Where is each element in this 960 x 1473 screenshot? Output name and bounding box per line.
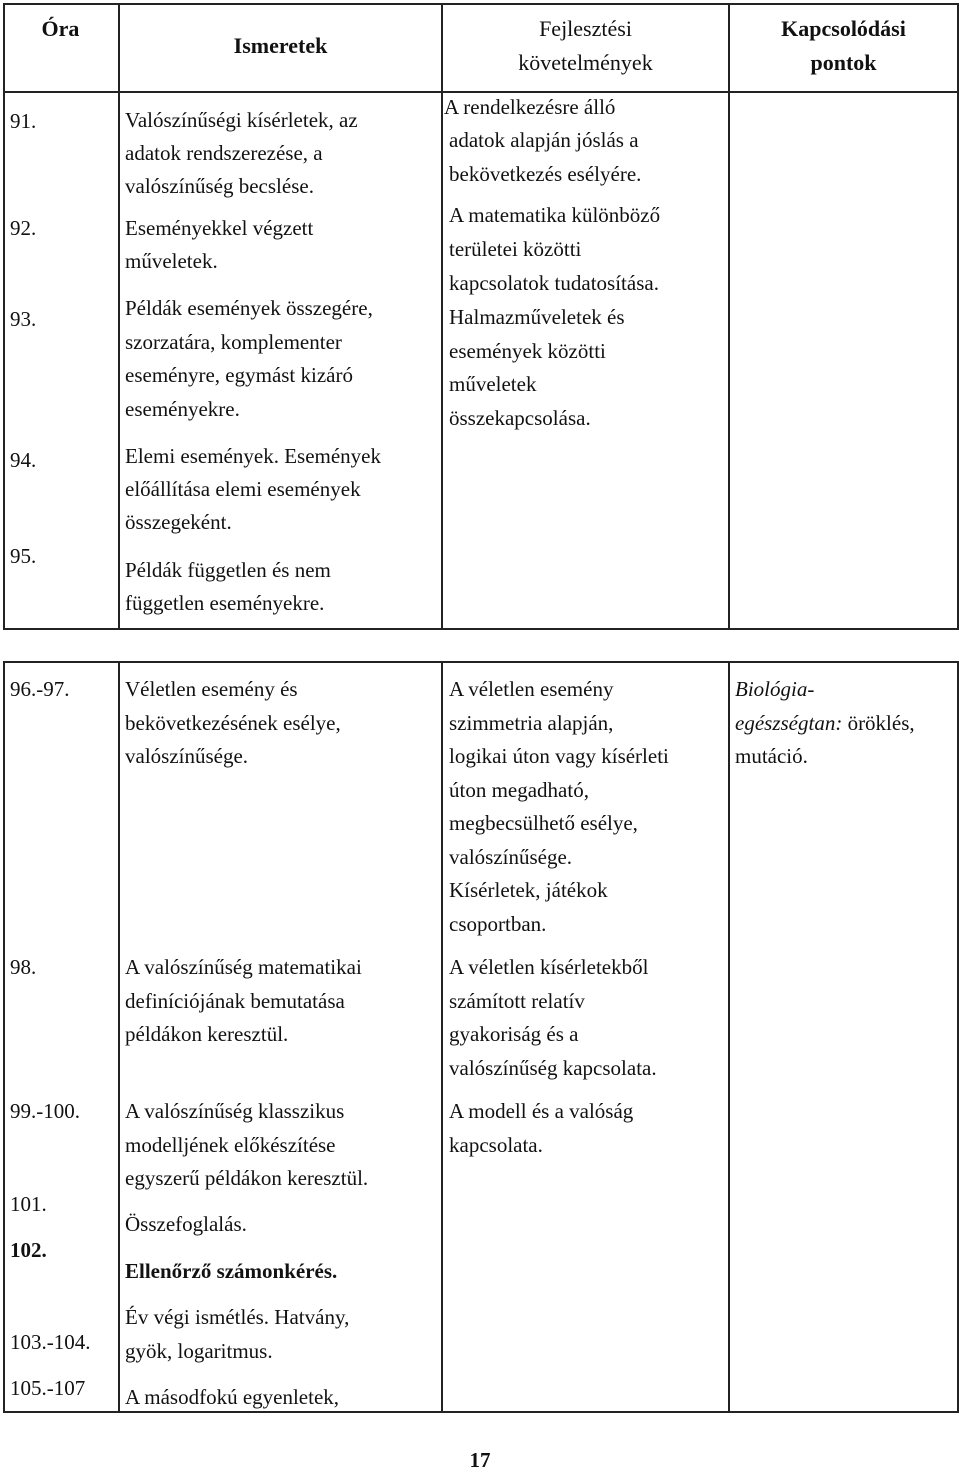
ismeret-91-line1: Valószínűségi kísérletek, az — [125, 108, 358, 132]
ismeret-ellenorzo-szamonkeres: Ellenőrző számonkérés. — [125, 1259, 338, 1283]
fejlesztes-c-line3: műveletek — [449, 372, 537, 396]
ismeret-osszefoglalas: Összefoglalás. — [125, 1212, 247, 1236]
table1-right-border — [957, 3, 959, 630]
ismeret-91-line3: valószínűség becslése. — [125, 174, 314, 198]
header-fejlesztesi-line1: Fejlesztési — [539, 16, 632, 41]
ismeret-93-line3: eseményre, egymást kizáró — [125, 363, 353, 387]
fejlesztes-99-line1: A modell és a valóság — [449, 1099, 634, 1123]
ismeret-99-line2: modelljének előkészítése — [125, 1133, 336, 1157]
ora-101: 101. — [10, 1192, 47, 1216]
table2-right-border — [957, 661, 959, 1413]
ora-94: 94. — [10, 448, 37, 472]
ora-95: 95. — [10, 544, 37, 568]
ora-91: 91. — [10, 109, 37, 133]
ismeret-ev-vegi-line2: gyök, logaritmus. — [125, 1339, 273, 1363]
ismeret-93-line4: eseményekre. — [125, 397, 240, 421]
table2-col-divider-3 — [728, 661, 730, 1413]
ismeret-98-line2: definíciójának bemutatása — [125, 989, 345, 1013]
kapcsolodas-line2 — [735, 707, 915, 741]
kapcsolodas-egeszsegtan: egészségtan: — [735, 711, 843, 735]
fejlesztes-96-line3: logikai úton vagy kísérleti — [449, 744, 669, 768]
ora-93: 93. — [10, 307, 37, 331]
ismeret-96-line3: valószínűsége. — [125, 744, 249, 768]
fejlesztes-96-line7: Kísérletek, játékok — [449, 878, 608, 902]
fejlesztes-99-line2: kapcsolata. — [449, 1133, 543, 1157]
ismeret-masodfoku: A másodfokú egyenletek, — [125, 1385, 340, 1409]
fejlesztes-c-line1: Halmazműveletek és — [449, 305, 625, 329]
fejlesztes-96-line2: szimmetria alapján, — [449, 711, 614, 735]
ismeret-93-line2: szorzatára, komplementer — [125, 330, 342, 354]
ora-103-104: 103.-104. — [10, 1330, 91, 1354]
header-ora: Óra — [41, 16, 80, 41]
ismeret-94-line1: Elemi események. Események — [125, 444, 381, 468]
fejlesztes-96-line8: csoportban. — [449, 912, 547, 936]
fejlesztes-a-line2: adatok alapján jóslás a — [449, 128, 639, 152]
ismeret-96-line2: bekövetkezésének esélye, — [125, 711, 341, 735]
header-kapcsolodasi-line2: pontok — [810, 50, 877, 75]
ismeret-93-line1: Példák események összegére, — [125, 296, 373, 320]
table1-col-divider-3 — [728, 3, 730, 630]
fejlesztes-96-line6: valószínűsége. — [449, 845, 573, 869]
ismeret-95-line1: Példák független és nem — [125, 558, 331, 582]
ora-96-97: 96.-97. — [10, 677, 70, 701]
kapcsolodas-biologia: Biológia- — [735, 677, 815, 701]
header-kapcsolodasi-line1: Kapcsolódási — [781, 16, 906, 41]
fejlesztes-98-line1: A véletlen kísérletekből — [449, 955, 649, 979]
header-fejlesztesi-line2: követelmények — [518, 50, 653, 75]
ismeret-99-line1: A valószínűség klasszikus — [125, 1099, 345, 1123]
fejlesztes-c-line2: események közötti — [449, 339, 606, 363]
ismeret-91-line2: adatok rendszerezése, a — [125, 141, 323, 165]
table1-left-border — [3, 3, 5, 630]
ismeret-92-line1: Eseményekkel végzett — [125, 216, 314, 240]
header-ismeretek: Ismeretek — [233, 33, 328, 58]
kapcsolodas-mutacio: mutáció. — [735, 744, 808, 768]
table1-bottom-border — [3, 628, 959, 630]
ismeret-95-line2: független eseményekre. — [125, 591, 325, 615]
table2-col-divider-1 — [118, 661, 120, 1413]
fejlesztes-a-line3: bekövetkezés esélyére. — [449, 162, 642, 186]
table1-top-border — [3, 3, 959, 5]
ismeret-94-line3: összegeként. — [125, 510, 232, 534]
ora-99-100: 99.-100. — [10, 1099, 80, 1123]
table1-col-divider-1 — [118, 3, 120, 630]
ora-105-107: 105.-107 — [10, 1376, 86, 1400]
table2-col-divider-2 — [441, 661, 443, 1413]
ismeret-92-line2: műveletek. — [125, 249, 218, 273]
table2-top-border — [3, 661, 959, 663]
fejlesztes-96-line4: úton megadható, — [449, 778, 589, 802]
table2-left-border — [3, 661, 5, 1413]
ora-98: 98. — [10, 955, 37, 979]
ismeret-ev-vegi-line1: Év végi ismétlés. Hatvány, — [125, 1305, 350, 1329]
fejlesztes-b-line1: A matematika különböző — [449, 203, 661, 227]
table1-col-divider-2 — [441, 3, 443, 630]
kapcsolodas-orokles: öröklés, — [842, 711, 915, 735]
ismeret-98-line3: példákon keresztül. — [125, 1022, 289, 1046]
ora-92: 92. — [10, 216, 37, 240]
ora-102: 102. — [10, 1238, 47, 1262]
fejlesztes-c-line4: összekapcsolása. — [449, 406, 591, 430]
page-number: 17 — [469, 1448, 491, 1472]
ismeret-98-line1: A valószínűség matematikai — [125, 955, 362, 979]
ismeret-96-line1: Véletlen esemény és — [125, 677, 298, 701]
fejlesztes-a-line1: A rendelkezésre álló — [444, 95, 616, 119]
ismeret-99-line3: egyszerű példákon keresztül. — [125, 1166, 369, 1190]
fejlesztes-b-line2: területei közötti — [449, 237, 582, 261]
fejlesztes-b-line3: kapcsolatok tudatosítása. — [449, 271, 659, 295]
fejlesztes-98-line2: számított relatív — [449, 989, 585, 1013]
fejlesztes-98-line4: valószínűség kapcsolata. — [449, 1056, 657, 1080]
fejlesztes-96-line1: A véletlen esemény — [449, 677, 614, 701]
fejlesztes-96-line5: megbecsülhető esélye, — [449, 811, 638, 835]
fejlesztes-98-line3: gyakoriság és a — [449, 1022, 579, 1046]
ismeret-94-line2: előállítása elemi események — [125, 477, 361, 501]
